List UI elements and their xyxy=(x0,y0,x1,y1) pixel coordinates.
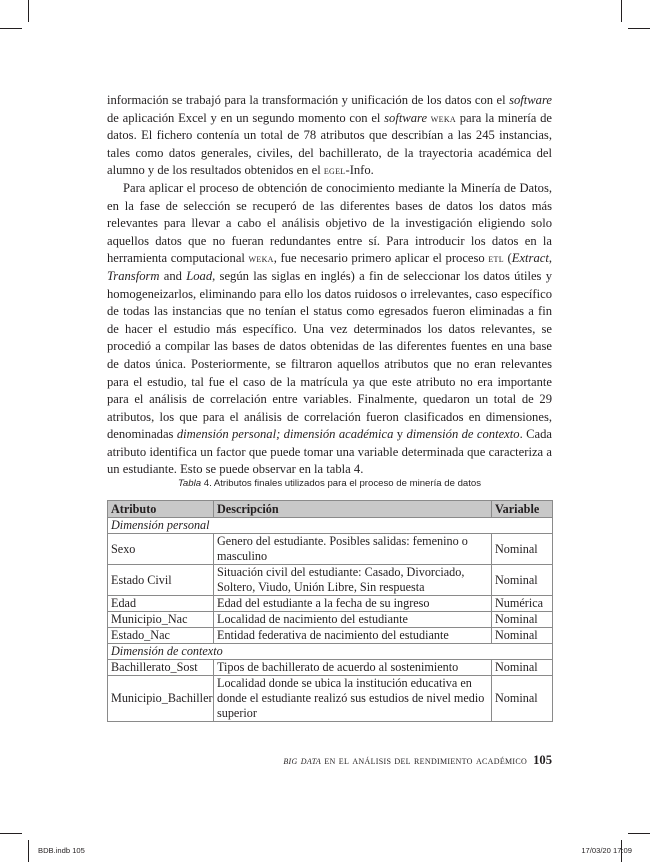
header-descripcion: Descripción xyxy=(214,501,492,518)
cell-variable: Nominal xyxy=(492,676,553,722)
cell-descripcion: Localidad donde se ubica la institución educativa en donde el estudiante realizó sus estudios de nivel medio superior xyxy=(214,676,492,722)
section-row-personal xyxy=(108,518,553,534)
cell-variable: Nominal xyxy=(492,534,553,565)
crop-mark-top-left xyxy=(28,0,29,22)
cell-descripcion: Entidad federativa de nacimiento del estudiante xyxy=(214,628,492,644)
paragraph-1: información se trabajó para la transformación y unificación de los datos con el software de aplicación Excel y en un segundo momento con el software weka para la minería de datos. El fichero contenía un total de 78 atributos que describían a las 245 instancias, tales como datos generales, civiles, del bachillerato, de la trayectoria académica del alumno y de los resultados obtenidos en el egel-Info. xyxy=(107,93,553,178)
section-label: Dimensión de contexto xyxy=(108,644,553,660)
print-slug-left: BDB.indb 105 xyxy=(38,846,85,855)
running-head: big data en el análisis del rendimiento académico 105 xyxy=(283,753,552,767)
section-row-contexto xyxy=(108,644,553,660)
paragraph-2: Para aplicar el proceso de obtención de conocimiento mediante la Minería de Datos, en la fase de selección se recuperó de las diferentes bases de datos los datos más relevantes para llevar a cabo el análisis objetivo de la investigación eligiendo solo aquellos datos que no fueran redundantes entre sí. Para introducir los datos en la herramienta computacional weka, fue necesario primero aplicar el proceso etl (Extract, Transform and Load, según las siglas en inglés) a fin de seleccionar los datos útiles y homogeneizarlos, eliminando para ello los datos ruidosos o irrelevantes, caso específico de todas las instancias que no tenían el status como egresados fueron eliminadas a fin de hacer el estudio más específico. Una vez determinados los datos relevantes, se procedió a compilar las bases de datos obtenidas de las diferentes fuentes en una base de datos única. Posteriormente, se filtraron aquellos atributos que no eran relevantes para el estudio, tal fue el caso de la matrícula ya que este atributo no era importante para el análisis de correlación entre variables. Finalmente, quedaron un total de 29 atributos, los que para el análisis de correlación fueron clasificados en dimensiones, denominadas dimensión personal; dimensión académica y dimensión de contexto. Cada atributo identifica un factor que puede tomar una variable determinada que caracteriza a un estudiante. Esto se puede observar en la tabla 4. xyxy=(107,180,552,477)
table-row xyxy=(108,676,553,722)
cell-atributo: Estado Civil xyxy=(108,565,214,596)
table-row xyxy=(108,660,553,676)
table-row xyxy=(108,612,553,628)
crop-mark-top-right-h xyxy=(628,28,650,29)
cell-descripcion: Genero del estudiante. Posibles salidas: femenino o masculino xyxy=(214,534,492,565)
cell-variable: Nominal xyxy=(492,612,553,628)
body-text xyxy=(107,92,552,479)
table-header-row xyxy=(108,501,553,518)
header-variable: Variable xyxy=(492,501,553,518)
cell-descripcion: Tipos de bachillerato de acuerdo al sostenimiento xyxy=(214,660,492,676)
cell-atributo: Edad xyxy=(108,596,214,612)
cell-atributo: Municipio_Bachiller xyxy=(108,676,214,722)
cell-variable: Nominal xyxy=(492,628,553,644)
crop-mark-bottom-left xyxy=(28,840,29,862)
header-atributo: Atributo xyxy=(108,501,214,518)
table-row xyxy=(108,596,553,612)
page-number: 105 xyxy=(533,753,552,767)
attributes-table xyxy=(107,500,553,722)
cell-variable: Nominal xyxy=(492,660,553,676)
print-slug-right: 17/03/20 17:09 xyxy=(581,846,632,855)
cell-descripcion: Situación civil del estudiante: Casado, Divorciado, Soltero, Viudo, Unión Libre, Sin respuesta xyxy=(214,565,492,596)
crop-mark-top-left-h xyxy=(0,28,22,29)
cell-descripcion: Edad del estudiante a la fecha de su ingreso xyxy=(214,596,492,612)
cell-variable: Nominal xyxy=(492,565,553,596)
section-label: Dimensión personal xyxy=(108,518,553,534)
table-row xyxy=(108,628,553,644)
crop-mark-top-right xyxy=(621,0,622,22)
cell-variable: Numérica xyxy=(492,596,553,612)
crop-mark-bottom-right-h xyxy=(628,833,650,834)
cell-atributo: Sexo xyxy=(108,534,214,565)
cell-atributo: Estado_Nac xyxy=(108,628,214,644)
table-row xyxy=(108,534,553,565)
cell-descripcion: Localidad de nacimiento del estudiante xyxy=(214,612,492,628)
cell-atributo: Bachillerato_Sost xyxy=(108,660,214,676)
cell-atributo: Municipio_Nac xyxy=(108,612,214,628)
table-row xyxy=(108,565,553,596)
crop-mark-bottom-left-h xyxy=(0,833,22,834)
table-caption: Tabla 4. Atributos finales utilizados para el proceso de minería de datos xyxy=(177,478,482,489)
